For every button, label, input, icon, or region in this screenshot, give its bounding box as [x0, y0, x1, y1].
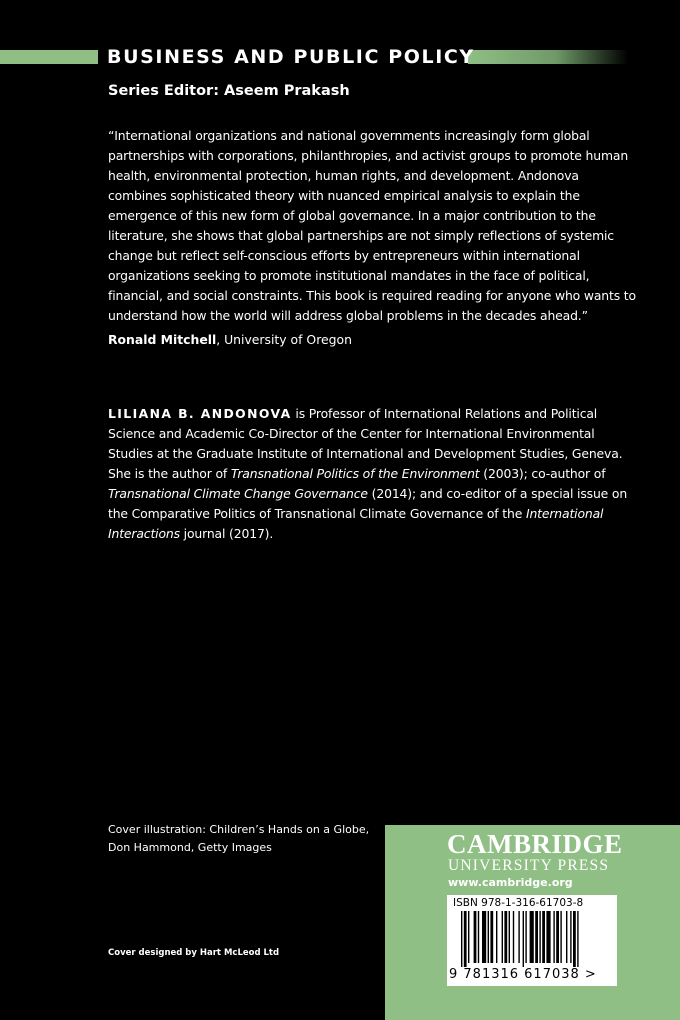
series-title: BUSINESS AND PUBLIC POLICY [107, 46, 475, 68]
cover-illustration-credit [108, 821, 378, 857]
isbn-barcode [447, 895, 617, 986]
author-name: LILIANA B. ANDONOVA [108, 406, 292, 421]
cover-designer-credit: Cover designed by Hart McLeod Ltd [108, 948, 280, 958]
author-bio-text-3: (2014); and co-editor of a special issue on the Comparative Politics of Transnational Climate Governance of the [108, 486, 628, 521]
book-title-1: Transnational Politics of the Environment [230, 466, 480, 481]
publisher-website: www.cambridge.org [448, 876, 573, 889]
journal-title: International Interactions [108, 506, 604, 541]
reviewer-affiliation: , University of Oregon [216, 332, 352, 347]
barcode-digits: 9 781316 617038 > [449, 967, 597, 982]
book-title-2: Transnational Climate Change Governance [108, 486, 368, 501]
publisher-logo-subname: UNIVERSITY PRESS [448, 857, 610, 874]
author-bio-text-4: journal (2017). [179, 526, 274, 541]
publisher-logo-name: CAMBRIDGE [447, 829, 623, 859]
banner-stripe-right [468, 50, 628, 64]
series-banner [0, 46, 680, 68]
series-editor: Series Editor: Aseem Prakash [108, 83, 350, 99]
isbn-label: ISBN 978-1-316-61703-8 [453, 897, 584, 909]
author-bio [108, 404, 638, 544]
barcode-icon [451, 911, 613, 967]
review-quote [108, 126, 638, 326]
reviewer-name: Ronald Mitchell [108, 332, 217, 347]
review-quote-text: “International organizations and national governments increasingly form global partnerships with corporations, philanthropies, and activist groups to promote human health, environmental protection, human rights, and development. Andonova combines sophisticated theory with nuanced empirical analysis to explain the emergence of this new form of global governance. In a major contribution to the literature, she shows that global partnerships are not simply reflections of systemic change but reflect self-conscious efforts by entrepreneurs within international organizations seeking to promote institutional mandates in the face of political, financial, and social constraints. This book is required reading for anyone who wants to understand how the world will address global problems in the decades ahead.” [108, 128, 636, 323]
review-attribution [108, 330, 352, 350]
cover-credit-line-2: Don Hammond, Getty Images [108, 841, 272, 854]
banner-stripe-left [0, 50, 98, 64]
author-bio-text-2: (2003); co-author of [479, 466, 606, 481]
cover-credit-line-1: Cover illustration: Children’s Hands on a Globe, [108, 823, 370, 836]
publisher-panel [385, 825, 680, 1020]
author-bio-text-1: is Professor of International Relations and Political Science and Academic Co-Director of the Center for International Environmental Studies at the Graduate Institute of International and Development Studies, Geneva. She is the author of [108, 406, 623, 481]
